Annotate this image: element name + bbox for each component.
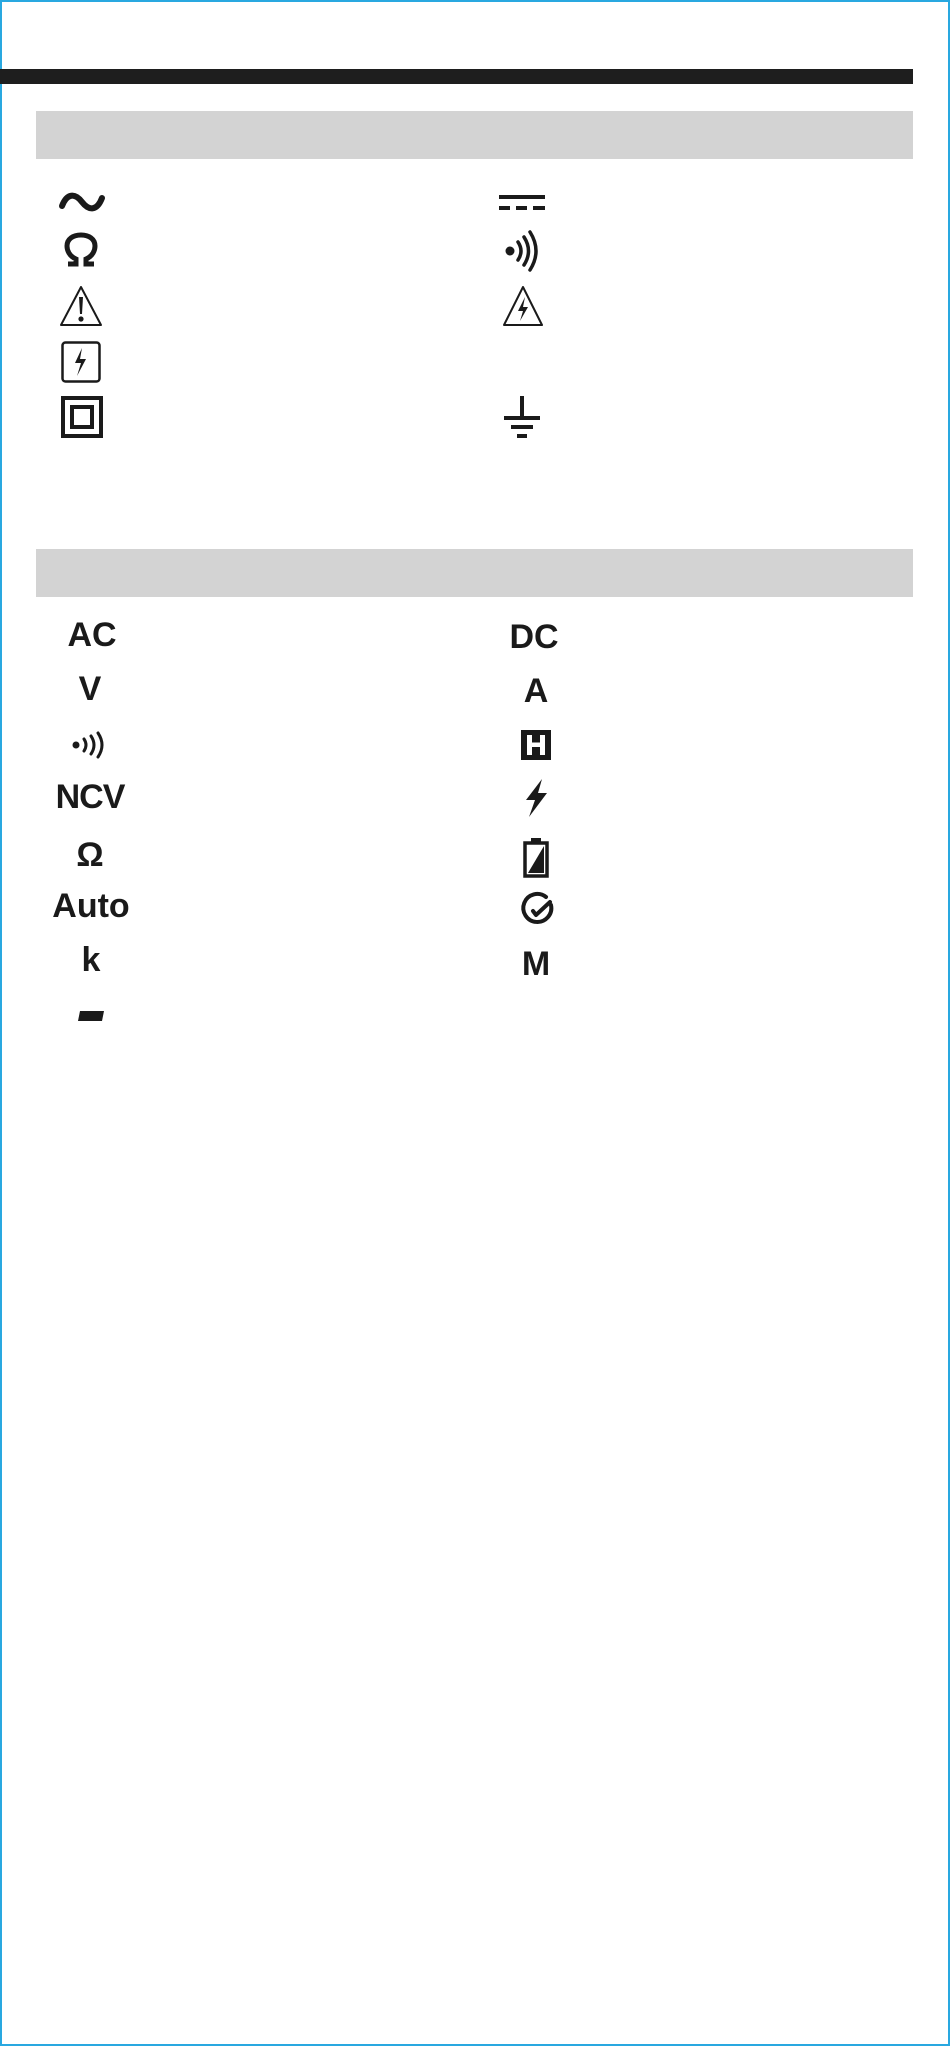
display-ohm-label: Ω bbox=[76, 836, 104, 874]
ground-icon bbox=[502, 394, 542, 440]
battery-low-icon bbox=[520, 835, 552, 879]
warning-exclamation-icon bbox=[58, 282, 104, 330]
high-voltage-warning-icon bbox=[500, 282, 546, 330]
live-lightning-icon bbox=[520, 777, 552, 819]
header-rule bbox=[0, 69, 913, 84]
ohm-icon bbox=[58, 228, 104, 272]
display-mega-label: M bbox=[521, 945, 551, 983]
negative-sign-icon bbox=[76, 1008, 106, 1024]
lightning-box-icon bbox=[60, 340, 102, 384]
section-bar-display-indicators bbox=[36, 549, 913, 597]
display-kilo-label: k bbox=[81, 941, 101, 979]
display-dc-label: DC bbox=[509, 618, 559, 656]
auto-power-off-icon bbox=[518, 890, 558, 930]
display-amp-label: A bbox=[523, 672, 549, 710]
display-continuity-icon bbox=[70, 729, 110, 761]
ac-tilde-icon bbox=[54, 182, 110, 222]
display-auto-label: Auto bbox=[52, 887, 130, 925]
dc-lines-icon bbox=[496, 190, 548, 216]
section-bar-safety-symbols bbox=[36, 111, 913, 159]
continuity-beep-icon bbox=[500, 228, 544, 274]
display-ac-label: AC bbox=[67, 616, 117, 654]
display-ncv-label: NCV bbox=[55, 778, 125, 816]
data-hold-icon bbox=[520, 729, 552, 761]
double-insulation-icon bbox=[60, 394, 104, 440]
display-volt-label: V bbox=[78, 670, 102, 708]
